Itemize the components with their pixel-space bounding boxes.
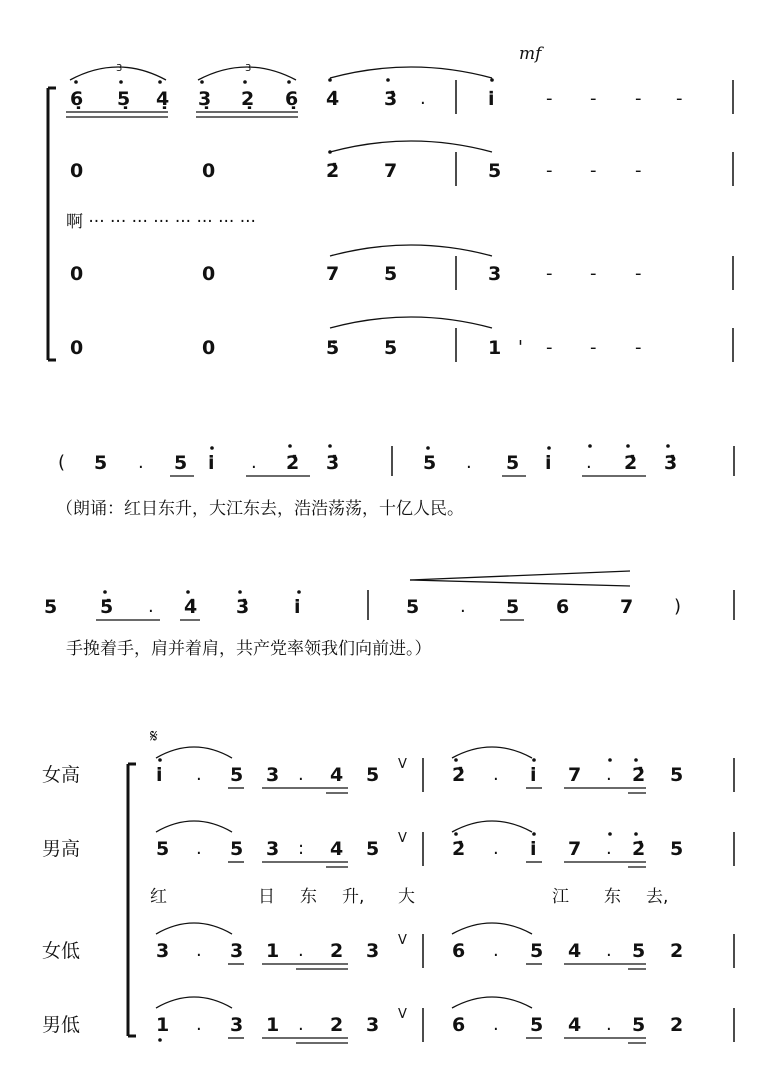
part-label: 女高 — [42, 764, 81, 786]
part-label: 男低 — [42, 1014, 81, 1036]
s3-part2-note: . — [196, 940, 202, 961]
octave-dot — [103, 590, 107, 594]
s3-part0-note: 2̇ — [632, 764, 646, 786]
s1-row1-note: - — [590, 160, 597, 181]
octave-dot — [608, 832, 612, 836]
octave-dot — [454, 758, 458, 762]
octave-dot — [74, 80, 78, 84]
s3-part3-note: 1 — [156, 1014, 170, 1036]
s3-part2-note: 3 — [156, 940, 170, 962]
lyric-word: 大 — [398, 887, 415, 907]
s3-part3-note: . — [606, 1014, 612, 1035]
s3-part0-note: 3 — [266, 764, 280, 786]
s1-row1-note: 0 — [202, 160, 216, 182]
s1-row2-note: 0 — [202, 263, 216, 285]
s1-row3-note: ' — [518, 337, 523, 358]
s3-part0-note: . — [298, 764, 304, 785]
s3-part1-note: i — [530, 838, 537, 860]
interlude2-note: 6 — [556, 596, 570, 618]
s3-part2-note: . — [493, 940, 499, 961]
octave-dot — [287, 80, 291, 84]
interlude1-note: i — [208, 452, 215, 474]
interlude1-note: . — [586, 452, 592, 473]
octave-dot — [634, 832, 638, 836]
s3-part0-note: 5 — [230, 764, 244, 786]
octave-dot — [490, 78, 494, 82]
s3-part1-note: 5 — [670, 838, 684, 860]
s1-row0-note: 4̇ — [326, 88, 340, 110]
s3-part3-note: 4 — [568, 1014, 582, 1036]
interlude1-note: 2̇ — [624, 452, 638, 474]
s1-row0-note: - — [590, 88, 597, 109]
slur — [156, 747, 232, 758]
s3-part3-note: 6 — [452, 1014, 466, 1036]
slur — [156, 821, 232, 832]
s3-part3-note: . — [298, 1014, 304, 1035]
part-label: 女低 — [42, 940, 81, 962]
slur — [452, 821, 532, 832]
octave-dot — [297, 590, 301, 594]
s1-row3-note: - — [546, 337, 553, 358]
part-label: 男高 — [42, 838, 81, 860]
dynamic-mark: mf — [519, 44, 542, 64]
s1-row2-note: 5 — [384, 263, 398, 285]
s3-part1-note: 5 — [230, 838, 244, 860]
s3-part3-note: 3 — [230, 1014, 244, 1036]
slur — [452, 747, 532, 758]
octave-dot — [158, 80, 162, 84]
interlude2-note: . — [148, 596, 154, 617]
s1-row2-note: 3 — [488, 263, 502, 285]
octave-dot — [328, 150, 332, 154]
octave-dot — [547, 446, 551, 450]
lyric-word: 去, — [646, 887, 669, 907]
s1-row2-note: 7 — [326, 263, 340, 285]
s3-part2-note: 2 — [330, 940, 344, 962]
octave-dot — [626, 444, 630, 448]
s3-part1-note: 2̇ — [632, 838, 646, 860]
interlude1-note: 5 — [94, 452, 108, 474]
interlude1-note: 5 — [506, 452, 520, 474]
s3-part0-note: 5 — [670, 764, 684, 786]
octave-dot — [243, 80, 247, 84]
s1-row3-note: - — [590, 337, 597, 358]
lyric-word: 日 — [258, 887, 275, 907]
s3-part0-note: 7 — [568, 764, 582, 786]
s1-row3-note: - — [635, 337, 642, 358]
interlude1-note: ( — [58, 452, 66, 473]
octave-dot — [186, 590, 190, 594]
s1-row3-note: 0 — [70, 337, 84, 359]
interlude1-note: . — [466, 452, 472, 473]
recitation-line: 手挽着手，肩并着肩，共产党率领我们向前进。） — [66, 639, 432, 659]
s3-part2-note: 3 — [230, 940, 244, 962]
tie — [330, 245, 492, 256]
s1-row0-note: 6̣ — [70, 88, 84, 110]
s1-row0-note: - — [635, 88, 642, 109]
s3-part1-note: 7 — [568, 838, 582, 860]
s3-part0-note: V — [398, 757, 407, 772]
interlude1-note: i — [545, 452, 552, 474]
s3-part2-note: . — [606, 940, 612, 961]
s3-part3-note: . — [493, 1014, 499, 1035]
s1-row0-note: - — [546, 88, 553, 109]
s1-row1-note: 7 — [384, 160, 398, 182]
slur — [452, 997, 532, 1008]
triplet-mark: 3 — [116, 63, 123, 74]
interlude2-note: 3̇ — [236, 596, 250, 618]
s1-row0-note: 5̣ — [117, 88, 131, 110]
s3-part2-note: 5 — [530, 940, 544, 962]
s1-row1-note: - — [635, 160, 642, 181]
tie — [330, 317, 492, 328]
s3-part0-note: . — [493, 764, 499, 785]
octave-dot — [666, 444, 670, 448]
interlude2-note: i — [294, 596, 301, 618]
s3-part3-note: 5 — [632, 1014, 646, 1036]
s3-part1-note: . — [493, 838, 499, 859]
octave-dot — [608, 758, 612, 762]
octave-dot — [200, 80, 204, 84]
tie — [330, 141, 492, 152]
interlude1-note: . — [138, 452, 144, 473]
s1-row2-note: - — [635, 263, 642, 284]
octave-dot — [328, 444, 332, 448]
s3-part0-note: . — [196, 764, 202, 785]
s3-part3-note: . — [196, 1014, 202, 1035]
interlude2-note: . — [460, 596, 466, 617]
s1-row0-note: 2̣ — [241, 88, 255, 110]
octave-dot — [532, 832, 536, 836]
s3-part3-note: 3 — [366, 1014, 380, 1036]
s1-row2-note: 0 — [70, 263, 84, 285]
s1-row3-note: 1 — [488, 337, 502, 359]
slur — [156, 923, 232, 934]
s3-part2-note: 2 — [670, 940, 684, 962]
s3-part1-note: V — [398, 831, 407, 846]
s3-part2-note: . — [298, 940, 304, 961]
s1-row1-note: 5 — [488, 160, 502, 182]
s3-part3-note: 2 — [330, 1014, 344, 1036]
interlude2-note: 5 — [506, 596, 520, 618]
interlude1-note: 5 — [174, 452, 188, 474]
triplet-mark: 3 — [245, 63, 252, 74]
slur — [452, 923, 532, 934]
octave-dot — [158, 758, 162, 762]
slur — [156, 997, 232, 1008]
s1-row2-note: - — [590, 263, 597, 284]
interlude2-note: 4̇ — [184, 596, 198, 618]
s3-part3-note: V — [398, 1007, 407, 1022]
crescendo — [410, 571, 630, 580]
octave-dot — [119, 80, 123, 84]
interlude2-note: 5̇ — [100, 596, 114, 618]
s3-part1-note: 5 — [366, 838, 380, 860]
interlude2-note: 5 — [44, 596, 58, 618]
s1-row0-note: 6̣ — [285, 88, 299, 110]
interlude2-note: ) — [674, 596, 682, 617]
interlude1-note: 5 — [423, 452, 437, 474]
lyric-word: 红 — [150, 887, 167, 907]
recitation-line: （朗诵：红日东升，大江东去，浩浩荡荡，十亿人民。 — [56, 499, 464, 519]
s3-part2-note: 5 — [632, 940, 646, 962]
s1-row0-note: - — [676, 88, 683, 109]
interlude2-note: 5 — [406, 596, 420, 618]
octave-dot — [238, 590, 242, 594]
s1-row2-note: - — [546, 263, 553, 284]
s1-row0-note: 4̣ — [156, 88, 170, 110]
s3-part2-note: 1 — [266, 940, 280, 962]
s3-part1-note: 3 — [266, 838, 280, 860]
interlude1-note: . — [251, 452, 257, 473]
lyric-word: 江 — [552, 887, 569, 907]
s3-part0-note: 4 — [330, 764, 344, 786]
s3-part1-note: . — [606, 838, 612, 859]
s1-row0-note: i̇ — [488, 88, 495, 110]
s1-row0-note: 3̣ — [198, 88, 212, 110]
s1-row1-note: 0 — [70, 160, 84, 182]
s3-part1-note: 2̇ — [452, 838, 466, 860]
s1-row3-note: 5 — [326, 337, 340, 359]
octave-dot — [158, 1038, 162, 1042]
s1-row1-note: - — [546, 160, 553, 181]
s3-part0-note: i — [530, 764, 537, 786]
octave-dot — [588, 444, 592, 448]
octave-dot — [532, 758, 536, 762]
s3-part2-note: 4 — [568, 940, 582, 962]
octave-dot — [328, 78, 332, 82]
s3-part3-note: 2 — [670, 1014, 684, 1036]
octave-dot — [288, 444, 292, 448]
s1-row3-note: 5 — [384, 337, 398, 359]
interlude1-note: 3̇ — [326, 452, 340, 474]
s3-part1-note: : — [298, 838, 305, 859]
octave-dot — [386, 78, 390, 82]
s1-row1-note: 2̇ — [326, 160, 340, 182]
s3-part0-note: 5 — [366, 764, 380, 786]
s3-part0-note: . — [606, 764, 612, 785]
lyric-line: 啊 ··· ··· ··· ··· ··· ··· ··· ··· — [66, 212, 256, 232]
octave-dot — [634, 758, 638, 762]
lyric-word: 东 — [604, 887, 621, 907]
lyric-word: 东 — [300, 887, 317, 907]
s3-part2-note: V — [398, 933, 407, 948]
s3-part3-note: 1 — [266, 1014, 280, 1036]
interlude1-note: 2̇ — [286, 452, 300, 474]
s3-part1-note: . — [196, 838, 202, 859]
interlude2-note: 7 — [620, 596, 634, 618]
s3-part2-note: 6 — [452, 940, 466, 962]
s3-part0-note: i — [156, 764, 163, 786]
s1-row3-note: 0 — [202, 337, 216, 359]
s3-part3-note: 5 — [530, 1014, 544, 1036]
s1-row0-note: 3̇ — [384, 88, 398, 110]
segno-mark: 𝄋 — [150, 726, 158, 747]
s3-part1-note: 5 — [156, 838, 170, 860]
s3-part0-note: 2̇ — [452, 764, 466, 786]
s1-row0-note: . — [420, 88, 426, 109]
octave-dot — [426, 446, 430, 450]
lyric-word: 升, — [342, 887, 365, 907]
octave-dot — [454, 832, 458, 836]
s3-part1-note: 4 — [330, 838, 344, 860]
octave-dot — [210, 446, 214, 450]
interlude1-note: 3̇ — [664, 452, 678, 474]
s3-part2-note: 3 — [366, 940, 380, 962]
crescendo — [410, 580, 630, 586]
tie — [330, 67, 492, 78]
